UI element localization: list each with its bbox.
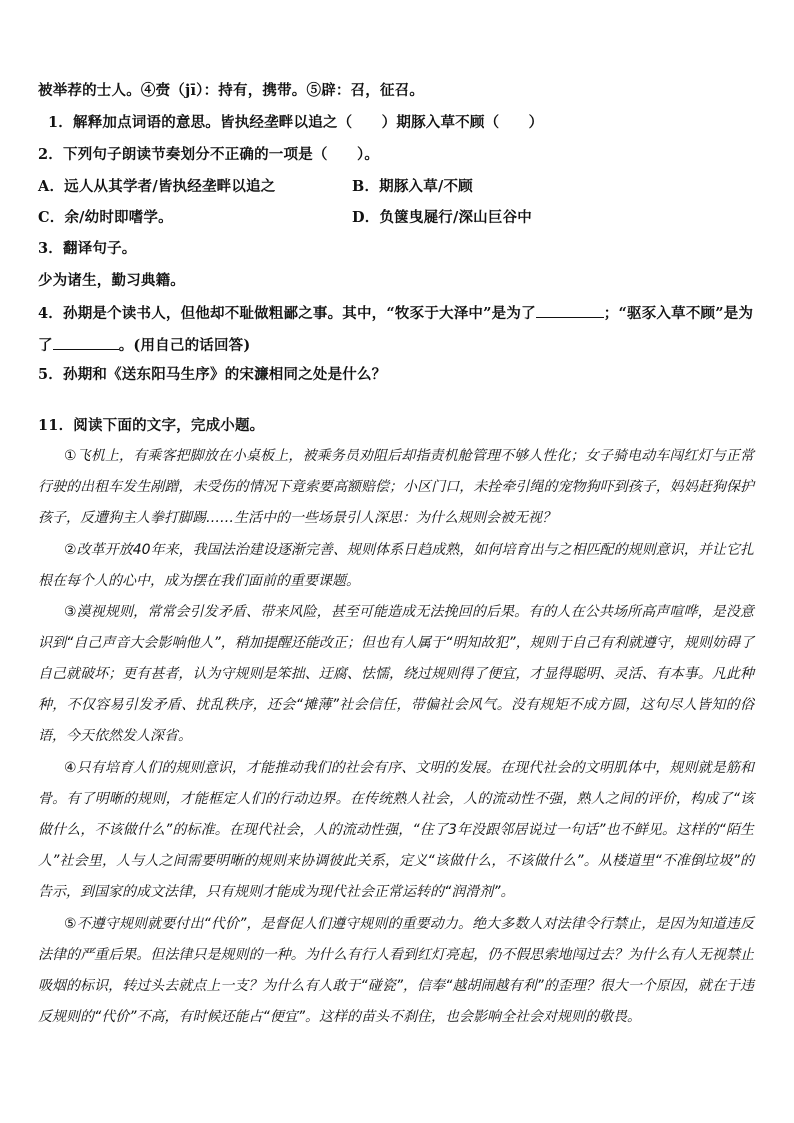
- question-2-options-row-1: [38, 176, 754, 198]
- question-4-text-d: 。(用自己的话回答): [118, 337, 251, 354]
- answer-blank-2[interactable]: [53, 333, 119, 350]
- option-c: C．余/幼时即嗜学。: [38, 209, 173, 226]
- question-4-line-1: [38, 301, 753, 325]
- question-11-heading: 11．阅读下面的文字，完成小题。: [38, 417, 265, 434]
- passage-paragraph-5: ⑤不遵守规则就要付出“代价”，是督促人们遵守规则的重要动力。绝大多数人对法律令行禁止，是因为知道违反法律的严重后果。但法律只是规则的一种。为什么有行人看到红灯亮起，仍不假思索地闯过去？为什么有人无视禁止吸烟的标识，转过头去就点上一支？为什么有人敢于“碰瓷”，信奉“越胡闹越有利”的歪理？很大一个原因，就在于违反规则的“代价”不高，有时候还能占“便宜”。这样的苗头不刹住，也会影响全社会对规则的敬畏。: [38, 916, 754, 1025]
- question-5: 5．孙期和《送东阳马生序》的宋濂相同之处是什么？: [38, 366, 387, 383]
- option-d: D．负箧曳屣行/深山巨谷中: [352, 209, 532, 226]
- question-4-text-b: ；“驱豕入草不顾”是为: [603, 305, 754, 322]
- question-3-sentence: 少为诸生，勤习典籍。: [38, 272, 185, 289]
- passage-paragraph-2: ②改革开放40年来，我国法治建设逐渐完善、规则体系日趋成熟，如何培育出与之相匹配的规则意识，并让它扎根在每个人的心中，成为摆在我们面前的重要课题。: [38, 542, 754, 589]
- question-4-line-2: [38, 333, 250, 357]
- question-2-options-row-2: [38, 207, 754, 229]
- footnote-line: 被举荐的士人。④赍（jī）：持有，携带。⑤辟：召，征召。: [38, 82, 425, 99]
- passage-paragraph-3: ③漠视规则，常常会引发矛盾、带来风险，甚至可能造成无法挽回的后果。有的人在公共场所高声喧哗，是没意识到“自己声音大会影响他人”，稍加提醒还能改正；但也有人属于“明知故犯”，规则于自己有利就遵守，规则妨碍了自己就破坏；更有甚者，认为守规则是笨拙、迂腐、怯懦，绕过规则得了便宜，才显得聪明、灵活、有本事。凡此种种，不仅容易引发矛盾、扰乱秩序，还会“摊薄”社会信任，带偏社会风气。没有规矩不成方圆，这句尽人皆知的俗语，今天依然发人深省。: [38, 604, 754, 744]
- passage-paragraph-4: ④只有培育人们的规则意识，才能推动我们的社会有序、文明的发展。在现代社会的文明肌体中，规则就是筋和骨。有了明晰的规则，才能框定人们的行动边界。在传统熟人社会，人的流动性不强，熟人之间的评价，构成了“该做什么，不该做什么”的标准。在现代社会，人的流动性强，“住了3年没跟邻居说过一句话”也不鲜见。这样的“陌生人”社会里，人与人之间需要明晰的规则来协调彼此关系，定义“该做什么，不该做什么”。从楼道里“不准倒垃圾”的告示，到国家的成文法律，只有规则才能成为现代社会正常运转的“润滑剂”。: [38, 760, 754, 900]
- question-1: 1．解释加点词语的意思。皆执经垄畔以追之（ ）期豚入草不顾（ ）: [48, 114, 544, 131]
- question-2: 2．下列句子朗读节奏划分不正确的一项是（ ）。: [38, 146, 380, 163]
- passage-paragraph-1: ①飞机上，有乘客把脚放在小桌板上，被乘务员劝阻后却指责机舱管理不够人性化；女子骑电动车闯红灯与正常行驶的出租车发生剐蹭，未受伤的情况下竟索要高额赔偿；小区门口，未拴牵引绳的宠物狗吓到孩子，妈妈赶狗保护孩子，反遭狗主人拳打脚踢……生活中的一些场景引人深思：为什么规则会被无视？: [38, 448, 754, 526]
- question-4-text-c: 了: [38, 337, 53, 354]
- question-3: 3．翻译句子。: [38, 240, 137, 257]
- option-a: A．远人从其学者/皆执经垄畔以追之: [38, 178, 276, 195]
- option-b: B．期豚入草/不顾: [352, 178, 473, 195]
- question-4-text-a: 4．孙期是个读书人，但他却不耻做粗鄙之事。其中，“牧豕于大泽中”是为了: [38, 305, 536, 322]
- answer-blank-1[interactable]: [536, 301, 604, 318]
